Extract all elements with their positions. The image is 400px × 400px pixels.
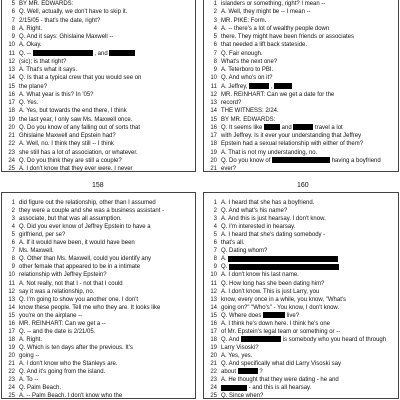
transcript-line: [204, 41, 398, 49]
line-text: Q. Dating whom?: [221, 248, 268, 255]
transcript-page-top-right: [203, 0, 399, 172]
line-number: 22: [8, 141, 15, 148]
transcript-line: [204, 344, 398, 352]
redaction-bar: [229, 264, 339, 270]
transcript-line: [204, 392, 398, 400]
transcript-line: [2, 17, 195, 25]
transcript-line: [2, 0, 195, 8]
line-number: 21: [210, 361, 217, 367]
line-text: with Jeffrey. Is it ever your understanding that Jeffrey: [221, 133, 362, 139]
transcript-line: [2, 247, 195, 255]
line-text: A. He thought that they were dating - he and: [221, 377, 339, 384]
line-number: 7: [213, 50, 217, 57]
transcript-line: [204, 140, 398, 148]
line-text: A. Well, they might be -- I mean --: [221, 9, 311, 16]
line-number: 19: [210, 344, 217, 351]
transcript-line: [204, 288, 398, 296]
line-text: A. If it would have been, it would have been: [19, 240, 135, 247]
line-number: 20: [8, 124, 15, 131]
redaction-bar: [109, 50, 135, 56]
transcript-line: [2, 336, 195, 344]
line-text: Q. It seems like and travel a lot: [221, 124, 343, 131]
transcript-line: [2, 107, 195, 115]
line-number: 18: [8, 336, 15, 343]
redaction-bar: [264, 124, 280, 130]
line-text: ever?: [221, 166, 237, 172]
line-number: 1: [11, 200, 15, 206]
line-number: 14: [210, 108, 217, 115]
line-text: A.: [221, 255, 396, 263]
transcript-line: [2, 280, 195, 288]
line-text: that needed a lift back stateside.: [221, 42, 308, 49]
line-text: Q. Do you think they are still a couple?: [19, 157, 122, 164]
transcript-line: [204, 247, 398, 255]
line-text: A. I heard that she's dating somebody -: [221, 232, 326, 239]
line-text: there. They might have been friends or associates: [221, 34, 354, 40]
line-text: she still has a lot of association, or whatever.: [19, 149, 138, 156]
line-number: 15: [210, 312, 217, 319]
transcript-line: [2, 312, 195, 320]
redaction-bar: [33, 50, 93, 56]
line-number: 11: [210, 280, 217, 287]
transcript-line: [204, 271, 398, 279]
line-number: 4: [213, 25, 217, 32]
line-number: 6: [11, 9, 15, 16]
line-text: A. I heard that she has a boyfriend.: [221, 200, 315, 206]
line-number: 19: [8, 116, 15, 123]
line-number: 10: [8, 42, 15, 49]
line-text: MR. PIKE: Form.: [221, 17, 267, 24]
line-text: Q. Do you know of any falling out of sorts that: [19, 124, 141, 131]
line-text: A. I don't know who the Stanleys are.: [19, 361, 118, 367]
line-number: 5: [11, 1, 15, 7]
line-number: 17: [8, 328, 15, 335]
transcript-line: [204, 25, 398, 33]
line-number: 22: [210, 369, 217, 376]
line-text: Ms. Maxwell.: [19, 248, 54, 255]
transcript-line: [2, 368, 195, 376]
line-text: A. Jeffrey, ,: [221, 83, 396, 91]
line-text: know these people. Tell me who they are. It looks like: [19, 304, 161, 311]
transcript-line: [2, 328, 195, 336]
line-text: the plane?: [19, 83, 48, 90]
line-text: associate, but that was all assumption.: [19, 216, 122, 223]
transcript-line: [2, 74, 195, 82]
line-number: 23: [8, 377, 15, 384]
line-text: Q. Well, actually, we don't have to skip it.: [19, 9, 128, 16]
line-number: 8: [213, 256, 217, 263]
line-text: relationship with Jeffrey Epstein?: [19, 272, 107, 279]
transcript-line: [2, 384, 195, 392]
line-number: 5: [213, 34, 217, 40]
transcript-line: [2, 360, 195, 368]
line-number: 8: [11, 256, 15, 263]
line-text: A. What year is this? In '05?: [19, 91, 94, 98]
transcript-line: [2, 66, 195, 74]
line-text: Q. And it's going from the island.: [19, 369, 106, 376]
line-text: A. I don't know his last name.: [221, 272, 299, 279]
transcript-line: [204, 320, 398, 328]
transcript-line: [204, 352, 398, 360]
line-text: Q. Which is ten days after the previous. It's: [19, 344, 133, 351]
line-text: say it was a relationship, no.: [19, 288, 95, 295]
line-text: - and this is all hearsay.: [221, 384, 396, 392]
transcript-line: [204, 296, 398, 304]
transcript-line: [2, 392, 195, 400]
line-number: 9: [213, 264, 217, 271]
transcript-page-bottom-left: [1, 192, 196, 399]
transcript-line: [2, 320, 195, 328]
line-text: islanders or something, right? I mean --: [221, 1, 326, 7]
transcript-line: [204, 132, 398, 140]
line-text: Q. Other than Ms. Maxwell, could you identify any: [19, 256, 152, 263]
line-number: 4: [11, 224, 15, 231]
line-number: 2: [213, 9, 217, 16]
line-text: THE WITNESS: 2/24.: [221, 108, 279, 115]
line-number: 23: [8, 149, 15, 156]
line-text: Q. Do you know of having a boyfriend: [221, 157, 381, 164]
transcript-line: [204, 50, 398, 58]
transcript-line: [204, 368, 398, 376]
line-number: 9: [11, 264, 15, 271]
transcript-line: [204, 83, 398, 91]
line-number: 12: [8, 58, 15, 65]
line-number: 18: [8, 108, 15, 115]
transcript-line: [204, 74, 398, 82]
line-number: 19: [210, 149, 217, 156]
redaction-bar: [293, 124, 313, 130]
line-text: Q. Fair enough.: [221, 50, 263, 57]
transcript-line: [204, 165, 398, 173]
line-number: 1: [213, 200, 217, 206]
line-text: A. To --: [19, 377, 39, 384]
line-text: Q. -- , and: [19, 50, 193, 58]
line-number: 17: [210, 133, 217, 139]
transcript-line: [2, 199, 195, 207]
line-number: 18: [210, 336, 217, 343]
transcript-line: [2, 149, 195, 157]
line-number: 8: [11, 25, 15, 32]
line-text: that's all.: [221, 240, 245, 247]
line-text: girlfriend, per se?: [19, 232, 66, 239]
line-number: 13: [8, 67, 15, 73]
line-number: 9: [11, 34, 15, 40]
line-text: Q. Is that a typical crew that you would see on: [19, 75, 142, 82]
line-number: 7: [213, 248, 217, 255]
transcript-line: [2, 231, 195, 239]
line-number: 6: [213, 240, 217, 247]
redaction-bar: [238, 368, 258, 374]
transcript-line: [2, 239, 195, 247]
line-text: Q.: [221, 263, 396, 271]
line-number: 13: [8, 296, 15, 303]
line-text: Q. How long has she been dating him?: [221, 280, 325, 287]
line-text: Q. And what's his name?: [221, 208, 288, 215]
transcript-line: [2, 376, 195, 384]
transcript-line: [2, 33, 195, 41]
line-number: 14: [8, 75, 15, 82]
line-text: going on?" "Who's" - You know, I don't know.: [221, 304, 340, 311]
transcript-line: [2, 132, 195, 140]
line-text: A. That's what it says.: [19, 67, 78, 73]
line-number: 17: [210, 328, 217, 335]
line-text: they were a couple and she was a business assistant -: [19, 208, 165, 215]
redaction-bar: [228, 256, 338, 262]
transcript-line: [2, 99, 195, 107]
transcript-line: [204, 157, 398, 165]
line-text: BY MR. EDWARDS:: [19, 1, 74, 7]
transcript-line: [204, 280, 398, 288]
line-number: 10: [210, 272, 217, 279]
line-text: Q. I'm interested in hearsay.: [221, 224, 296, 231]
line-text: Q. Did you ever know of Jeffrey Epstein to have a: [19, 224, 151, 231]
line-text: MR. REINHART: Can we get a date for the: [221, 91, 335, 98]
transcript-line: [204, 215, 398, 223]
redaction-bar: [274, 83, 292, 89]
line-text: Q. And who's on it?: [221, 75, 273, 82]
transcript-line: [204, 33, 398, 41]
transcript-line: [204, 255, 398, 263]
line-number: 12: [210, 288, 217, 295]
line-text: A. -- Palm Beach. I don't know who the: [19, 393, 123, 400]
line-number: 25: [8, 166, 15, 172]
line-number: 5: [213, 232, 217, 239]
line-number: 13: [210, 296, 217, 303]
transcript-line: [204, 124, 398, 132]
line-text: Q. And specifically what did Larry Visoski say: [221, 361, 341, 367]
line-text: (sic); is that right?: [19, 58, 67, 65]
line-text: you're on the airplane --: [19, 312, 83, 319]
line-text: Q. I'm going to show you another one. I don't: [19, 296, 139, 303]
transcript-line: [204, 0, 398, 8]
transcript-line: [204, 239, 398, 247]
line-text: the last year, I only saw Ms. Maxwell once.: [19, 116, 133, 123]
transcript-line: [2, 140, 195, 148]
transcript-line: [2, 83, 195, 91]
line-number: 8: [213, 58, 217, 65]
line-number: 11: [8, 50, 15, 57]
transcript-line: [204, 384, 398, 392]
transcript-line: [204, 231, 398, 239]
transcript-line: [2, 91, 195, 99]
line-text: A. Teterboro to PBI.: [221, 67, 274, 73]
transcript-line: [204, 8, 398, 16]
line-number: 17: [8, 100, 15, 106]
line-text: Larry Visoski?: [221, 344, 259, 351]
transcript-line: [2, 165, 195, 173]
line-number: 10: [210, 75, 217, 82]
line-text: A. I don't know. This is just Larry, you: [221, 288, 320, 295]
transcript-line: [204, 376, 398, 384]
transcript-line: [204, 91, 398, 99]
line-number: 12: [210, 91, 217, 98]
line-text: other female that appeared to be in a intimate: [19, 264, 141, 271]
transcript-line: [204, 99, 398, 107]
line-number: 14: [210, 304, 217, 311]
line-text: A. Right.: [19, 336, 43, 343]
redaction-bar: [263, 312, 285, 318]
line-text: A. Well, no. I think they still -- I think: [19, 141, 114, 148]
line-number: 11: [210, 83, 217, 90]
line-number: 25: [210, 393, 217, 400]
line-number: 24: [210, 385, 217, 392]
transcript-line: [204, 149, 398, 157]
transcript-line: [2, 157, 195, 165]
transcript-line: [2, 344, 195, 352]
transcript-line: [2, 223, 195, 231]
redaction-bar: [249, 83, 269, 89]
line-text: Q. Since when?: [221, 393, 264, 400]
line-text: A. Right.: [19, 25, 43, 32]
page-number: 160: [297, 182, 309, 189]
redaction-bar: [241, 336, 281, 342]
line-text: Q. And is somebody who you heard of through: [221, 336, 387, 343]
transcript-line: [2, 50, 195, 58]
transcript-line: [2, 271, 195, 279]
line-number: 6: [11, 240, 15, 247]
line-text: MR. REINHART: Can we get a --: [19, 320, 106, 327]
line-number: 20: [8, 352, 15, 359]
transcript-line: [2, 304, 195, 312]
line-number: 20: [210, 157, 217, 164]
line-number: 14: [8, 304, 15, 311]
line-text: A. Okay.: [19, 42, 42, 49]
transcript-page-top-left: [1, 0, 196, 172]
line-text: A. Not really, not that I - not that I could: [19, 280, 123, 287]
transcript-line: [204, 263, 398, 271]
transcript-line: [2, 215, 195, 223]
line-text: Ghislaine Maxwell and Epstein had?: [19, 133, 116, 139]
line-number: 20: [210, 352, 217, 359]
transcript-line: [204, 207, 398, 215]
line-text: What's the next one?: [221, 58, 278, 65]
line-number: 16: [8, 320, 15, 327]
line-number: 18: [210, 141, 217, 148]
transcript-line: [2, 116, 195, 124]
line-number: 16: [210, 124, 217, 131]
line-number: 13: [210, 100, 217, 106]
line-number: 4: [213, 224, 217, 231]
transcript-line: [204, 312, 398, 320]
line-text: about ?: [221, 369, 263, 376]
transcript-line: [204, 66, 398, 74]
line-text: Epstein had a sexual relationship with either of them?: [221, 141, 364, 148]
transcript-line: [204, 17, 398, 25]
line-number: 15: [210, 116, 217, 123]
line-text: A. -- there's a lot of wealthy people down: [221, 25, 330, 32]
transcript-line: [2, 207, 195, 215]
line-number: 15: [8, 83, 15, 90]
transcript-line: [2, 263, 195, 271]
line-number: 15: [8, 312, 15, 319]
line-number: 2: [11, 208, 15, 215]
transcript-page-bottom-right: [203, 192, 399, 399]
line-number: 6: [213, 42, 217, 49]
line-number: 12: [8, 288, 15, 295]
line-number: 7: [11, 248, 15, 255]
transcript-line: [2, 58, 195, 66]
transcript-line: [204, 328, 398, 336]
line-number: 24: [8, 157, 15, 164]
transcript-line: [204, 58, 398, 66]
line-number: 25: [8, 393, 15, 400]
transcript-line: [2, 41, 195, 49]
line-text: record?: [221, 100, 242, 106]
line-text: A. And this is just hearsay. I don't know.: [221, 216, 326, 223]
line-number: 3: [213, 17, 217, 24]
page-number: 158: [92, 182, 104, 189]
line-number: 21: [8, 361, 15, 367]
line-number: 21: [8, 133, 15, 139]
redaction-bar: [272, 157, 330, 163]
line-number: 10: [8, 272, 15, 279]
transcript-line: [2, 255, 195, 263]
transcript-line: [204, 223, 398, 231]
line-number: 5: [11, 232, 15, 239]
line-number: 19: [8, 344, 15, 351]
line-number: 1: [213, 1, 217, 7]
redaction-bar: [221, 385, 247, 391]
line-number: 23: [210, 377, 217, 384]
transcript-line: [2, 288, 195, 296]
line-number: 22: [8, 369, 15, 376]
line-text: A. That is not my understanding, no.: [221, 149, 318, 156]
line-number: 7: [11, 17, 15, 24]
transcript-line: [204, 116, 398, 124]
line-number: 9: [213, 67, 217, 73]
line-number: 21: [210, 166, 217, 172]
line-text: A. Yes, yes.: [221, 352, 253, 359]
line-number: 3: [213, 216, 217, 223]
line-number: 3: [11, 216, 15, 223]
transcript-line: [204, 360, 398, 368]
line-text: Q. Yes.: [19, 100, 39, 106]
line-text: A. I don't know that they ever were. I never: [19, 166, 133, 172]
line-text: A. Yes, but towards the end there, I think: [19, 108, 127, 115]
line-number: 11: [8, 280, 15, 287]
transcript-line: [204, 336, 398, 344]
line-text: going --: [19, 352, 40, 359]
line-text: A. I think he's down here. I think he's one: [221, 320, 331, 327]
line-text: did figure out the relationship, other than I assumed: [19, 200, 156, 206]
line-text: of Mr. Epstein's legal team or something or --: [221, 328, 341, 335]
transcript-line: [204, 107, 398, 115]
transcript-line: [2, 124, 195, 132]
line-text: 2/15/05 - that's the date, right?: [19, 17, 101, 24]
line-number: 2: [213, 208, 217, 215]
line-number: 16: [8, 91, 15, 98]
line-text: Q. -- and the date is 2/21/05.: [19, 328, 96, 335]
transcript-line: [2, 8, 195, 16]
transcript-line: [2, 25, 195, 33]
transcript-line: [2, 296, 195, 304]
line-text: Q. Where does live?: [221, 312, 300, 319]
transcript-line: [2, 352, 195, 360]
line-text: Q. And it says: Ghislaine Maxwell --: [19, 34, 114, 40]
line-text: know, every once in a while, you know, "What's: [221, 296, 347, 303]
transcript-line: [204, 304, 398, 312]
line-text: BY MR. EDWARDS:: [221, 116, 276, 123]
line-text: Q. Palm Beach.: [19, 385, 62, 392]
line-number: 16: [210, 320, 217, 327]
transcript-line: [204, 199, 398, 207]
line-number: 24: [8, 385, 15, 392]
